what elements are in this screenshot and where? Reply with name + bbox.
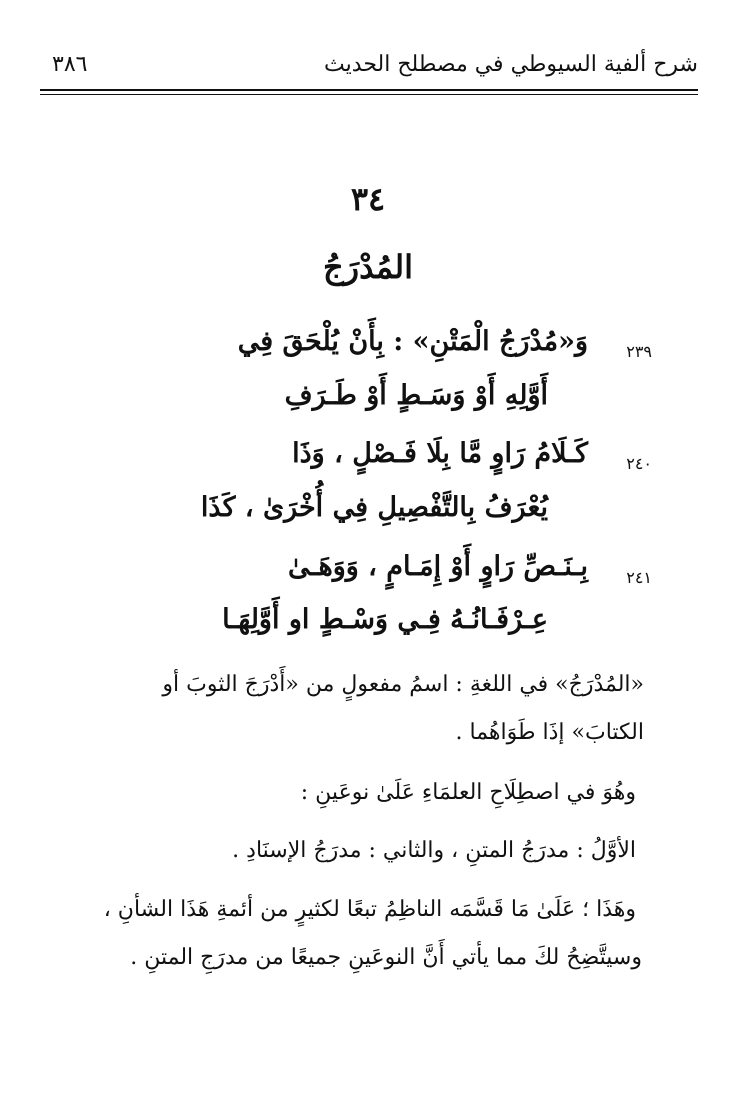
verse-line: يُعْرَفُ بِالتَّفْصِيلِ فِي أُخْرَىٰ ، كَذَا — [200, 492, 548, 523]
running-title: شرح ألفية السيوطي في مصطلح الحديث — [324, 52, 698, 77]
paragraph-line: وهُوَ في اصطِلَاحِ العلمَاءِ عَلَىٰ نوعَينِ : — [300, 780, 636, 805]
verse-number: ٢٤١ — [626, 568, 652, 587]
verse-line: أَوَّلِهِ أَوْ وَسَـطٍ أَوْ طَـرَفِ — [284, 380, 548, 411]
chapter-title: المُدْرَجُ — [322, 248, 414, 286]
verse-line: بِـنَـصِّ رَاوٍ أَوْ إِمَـامٍ ، وَوَهَـىٰ — [288, 551, 588, 582]
paragraph-line: وسيتَّضِحُ لكَ مما يأتي أَنَّ النوعَينِ جميعًا من مدرَجِ المتنِ . — [130, 945, 642, 970]
page-header — [40, 52, 698, 88]
page-number: ٣٨٦ — [52, 52, 88, 77]
header-rule-thin — [40, 94, 698, 95]
paragraph-line: الأوَّلُ : مدرَجُ المتنِ ، والثاني : مدرَجُ الإسنَادِ . — [232, 838, 636, 863]
paragraph-line: وهَذَا ؛ عَلَىٰ مَا قَسَّمَه الناظِمُ تبعًا لكثيرٍ من أئمةِ هَذَا الشأنِ ، — [103, 897, 636, 922]
paragraph-line: «المُدْرَجُ» في اللغةِ : اسمُ مفعولٍ من «أَدْرَجَ الثوبَ أو — [162, 672, 644, 697]
paragraph-line: الكتابَ» إذَا طَوَاهُما . — [455, 720, 644, 745]
verse-line: كَـلَامُ رَاوٍ مَّا بِلَا فَـصْلٍ ، وَذَا — [292, 438, 588, 469]
verse-number: ٢٤٠ — [626, 454, 652, 473]
verse-line: وَ«مُدْرَجُ الْمَتْنِ» : بِأَنْ يُلْحَقَ فِي — [237, 326, 588, 357]
header-rule-thick — [40, 89, 698, 91]
chapter-number: ٣٤ — [350, 180, 386, 218]
verse-line: عِـرْفَـانُـهُ فِـي وَسْـطٍ او أَوَّلِهَـا — [222, 604, 548, 635]
verse-number: ٢٣٩ — [626, 342, 652, 361]
